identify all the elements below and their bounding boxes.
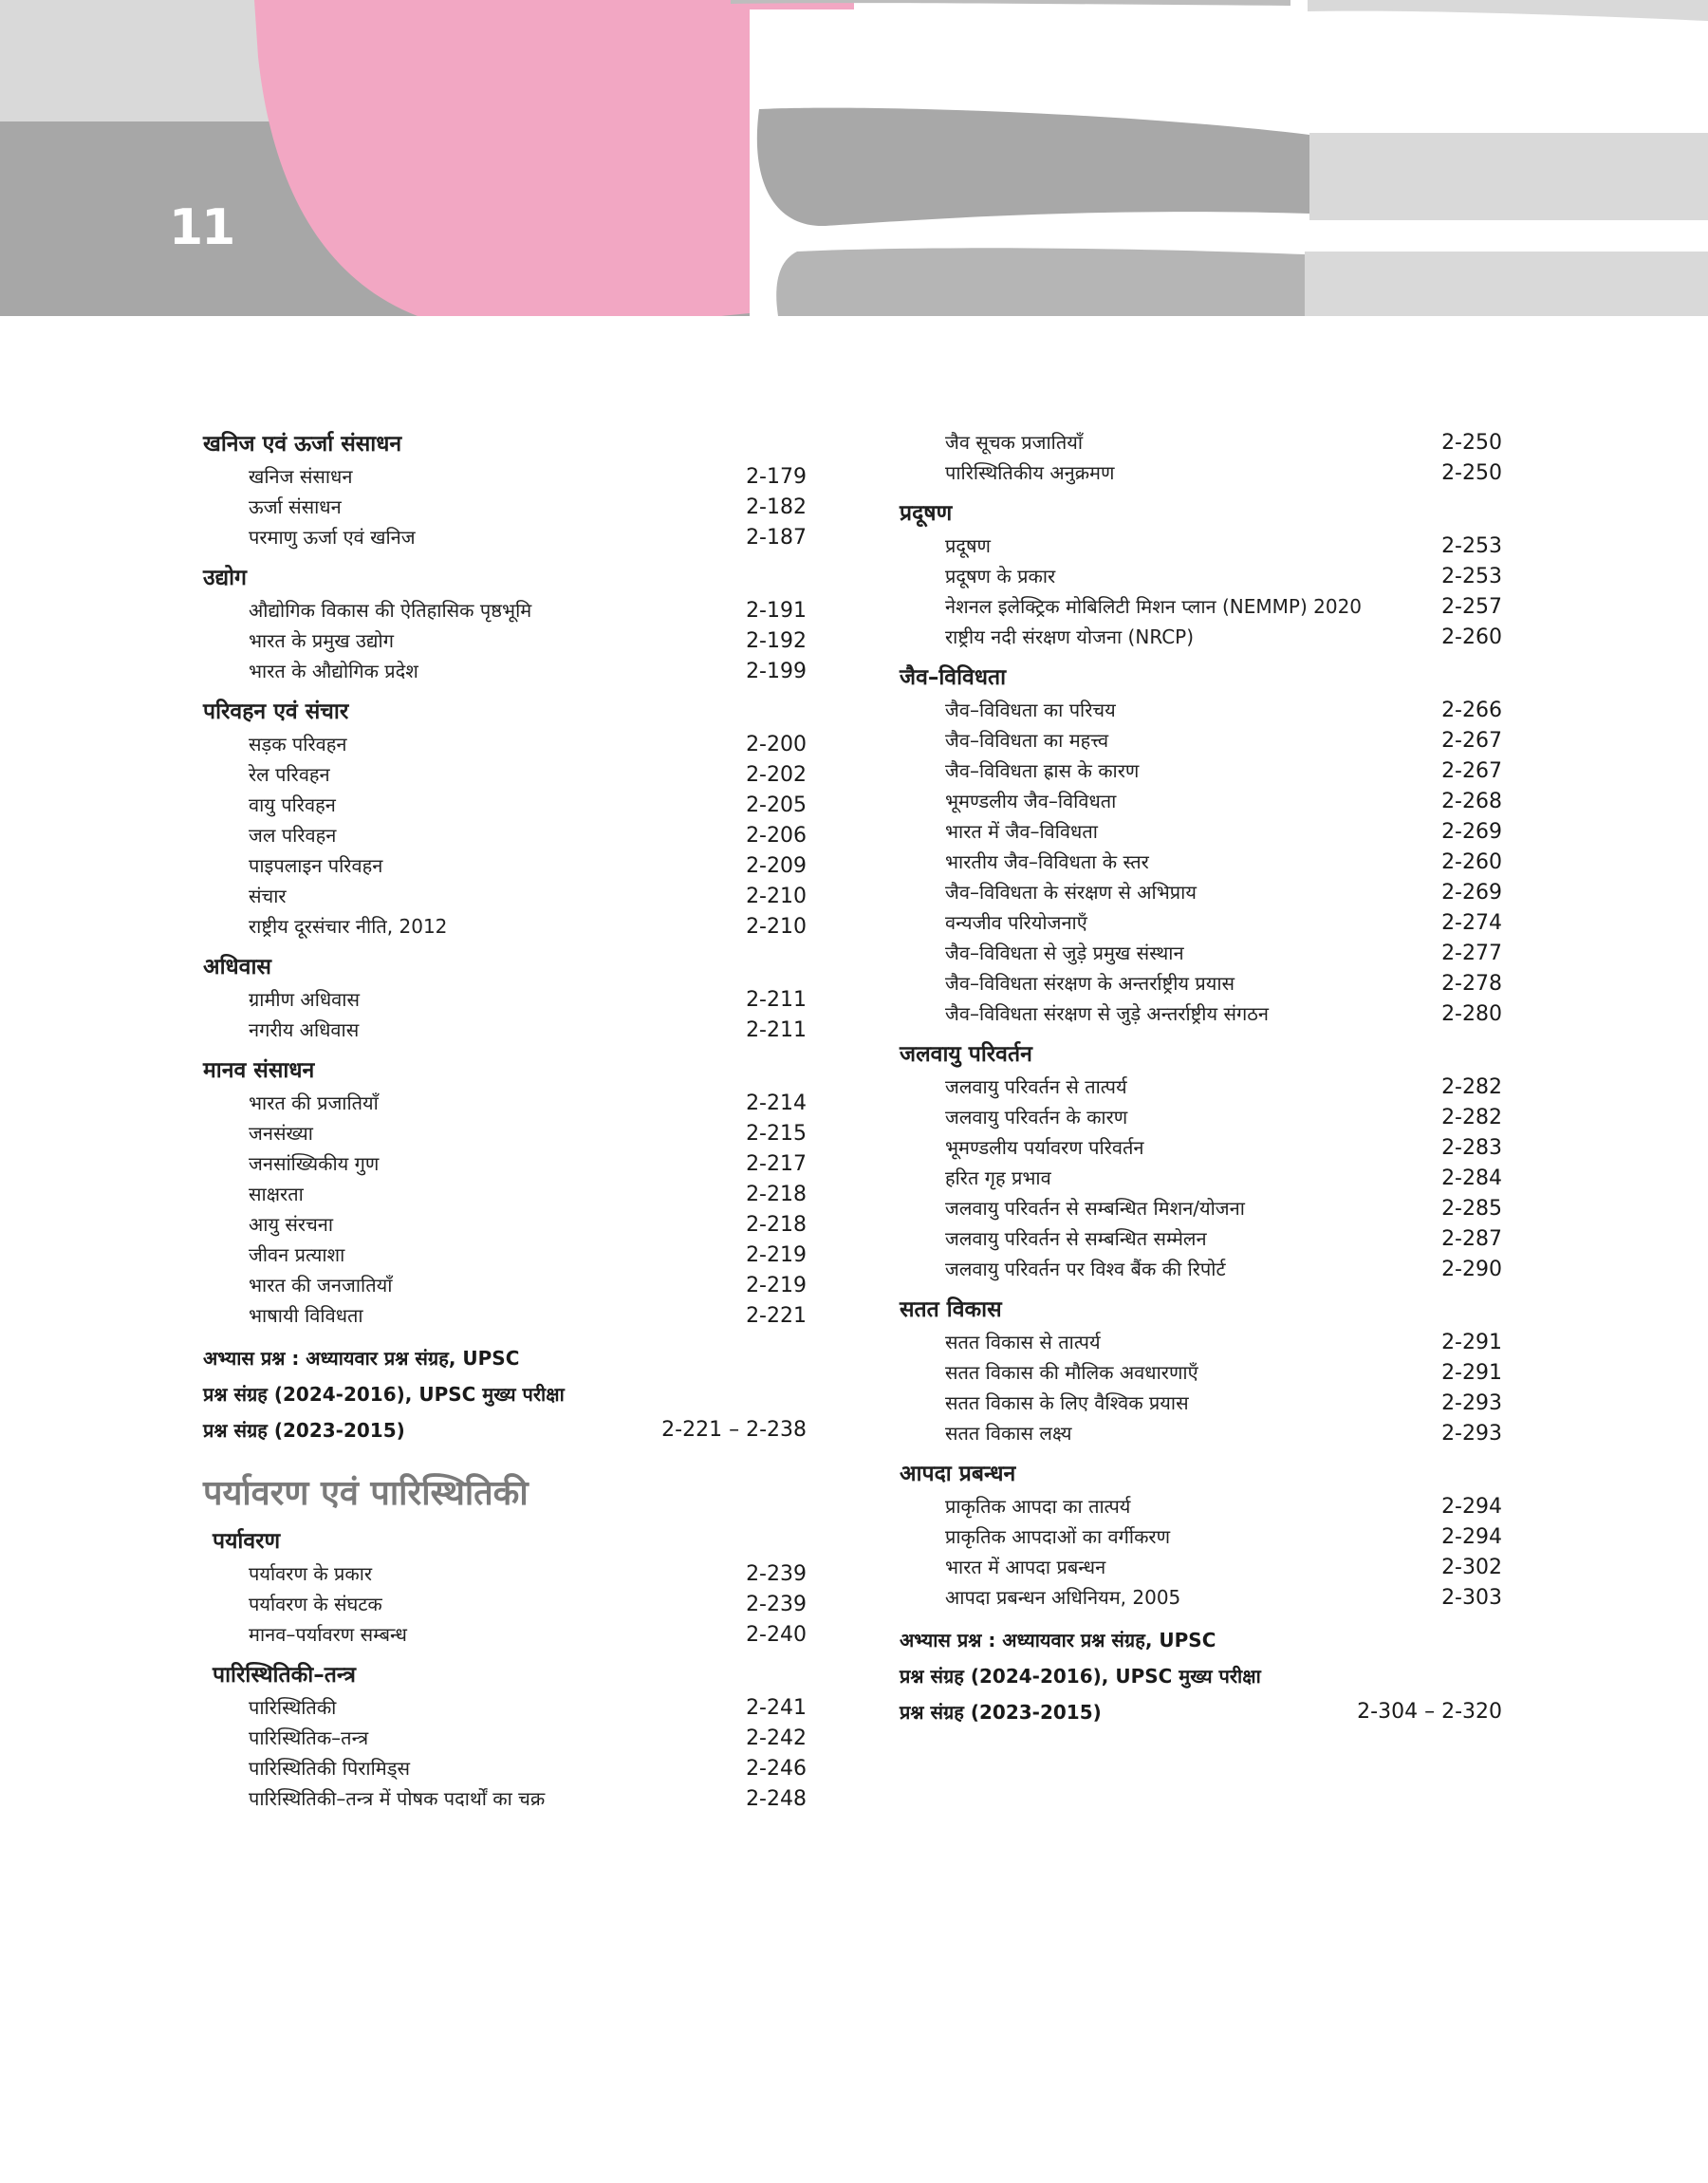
toc-entry-page: 2-179 — [746, 465, 807, 489]
toc-entry-page: 2-266 — [1441, 699, 1502, 722]
toc-entry-title: जलवायु परिवर्तन पर विश्व बैंक की रिपोर्ट — [945, 1258, 1226, 1280]
toc-entry[interactable] — [900, 1521, 1502, 1552]
toc-entry-page: 2-291 — [1441, 1361, 1502, 1385]
part-title: पर्यावरण एवं पारिस्थितिकी — [203, 1474, 529, 1513]
toc-entry[interactable] — [203, 1589, 807, 1619]
toc-entry-page: 2-280 — [1441, 1002, 1502, 1026]
practice-line: प्रश्न संग्रह (2023-2015) — [203, 1419, 405, 1442]
toc-section — [900, 1457, 1502, 1613]
toc-entry-title: प्राकृतिक आपदा का तात्पर्य — [945, 1495, 1131, 1518]
practice-page: 2-304 – 2-320 — [1357, 1700, 1502, 1724]
toc-entry-title: वन्यजीव परियोजनाएँ — [945, 911, 1087, 934]
toc-section — [203, 427, 807, 552]
toc-entry[interactable] — [203, 1300, 807, 1331]
toc-entry[interactable] — [900, 1552, 1502, 1582]
toc-entry-title: जलवायु परिवर्तन से तात्पर्य — [945, 1075, 1127, 1098]
toc-entry[interactable] — [900, 1072, 1502, 1102]
toc-entry-page: 2-274 — [1441, 911, 1502, 935]
section-heading[interactable]: खनिज एवं ऊर्जा संसाधन — [203, 432, 402, 457]
toc-entry[interactable] — [900, 1327, 1502, 1357]
toc-entry-page: 2-209 — [746, 854, 807, 878]
section-heading[interactable]: प्रदूषण — [900, 501, 953, 526]
toc-section — [203, 950, 807, 1045]
toc-entry-title: भूमण्डलीय पर्यावरण परिवर्तन — [945, 1136, 1144, 1159]
toc-entry[interactable] — [203, 1723, 807, 1753]
toc-entry[interactable] — [203, 522, 807, 552]
toc-entry-page: 2-294 — [1441, 1525, 1502, 1549]
toc-entry[interactable] — [900, 816, 1502, 847]
toc-entry-title: जनसंख्या — [249, 1122, 313, 1145]
toc-entry-page: 2-260 — [1441, 625, 1502, 649]
toc-entry[interactable] — [900, 847, 1502, 877]
toc-section — [203, 1524, 807, 1650]
toc-entry[interactable] — [900, 1163, 1502, 1193]
toc-entry-title: हरित गृह प्रभाव — [945, 1166, 1051, 1189]
toc-entry-title: सड़क परिवहन — [249, 733, 347, 756]
left-sections — [203, 427, 807, 1331]
left-column — [203, 427, 807, 1822]
toc-entry-title: साक्षरता — [249, 1183, 304, 1205]
toc-entry-title: जैव–विविधता ह्रास के कारण — [945, 759, 1140, 782]
toc-entry-page: 2-239 — [746, 1562, 807, 1586]
toc-entry-title: भूमण्डलीय जैव–विविधता — [945, 790, 1117, 812]
toc-entry[interactable] — [900, 968, 1502, 998]
toc-section — [203, 695, 807, 942]
toc-entry[interactable] — [203, 492, 807, 522]
toc-entry[interactable] — [900, 907, 1502, 938]
toc-entry-page: 2-293 — [1441, 1391, 1502, 1415]
toc-entry[interactable] — [203, 1240, 807, 1270]
toc-section — [900, 1293, 1502, 1448]
toc-entry-title: सतत विकास लक्ष्य — [945, 1422, 1072, 1445]
toc-entry-title: प्रदूषण — [945, 534, 992, 557]
toc-entry-page: 2-182 — [746, 495, 807, 519]
toc-entry-page: 2-287 — [1441, 1227, 1502, 1251]
right-column — [900, 427, 1502, 1730]
toc-entry[interactable] — [203, 1692, 807, 1723]
toc-entry-page: 2-248 — [746, 1787, 807, 1811]
section-heading[interactable]: पर्यावरण — [213, 1529, 281, 1554]
toc-entry-title: जल परिवहन — [249, 824, 337, 847]
toc-entry-title: जैव–विविधता का महत्त्व — [945, 729, 1109, 752]
toc-entry-page: 2-211 — [746, 1018, 807, 1042]
right-sections — [900, 496, 1502, 1613]
toc-entry-page: 2-191 — [746, 599, 807, 623]
toc-entry-title: भारतीय जैव–विविधता के स्तर — [945, 850, 1149, 873]
toc-entry-page: 2-282 — [1441, 1106, 1502, 1129]
toc-entry[interactable] — [203, 1209, 807, 1240]
toc-entry[interactable] — [203, 850, 807, 881]
toc-entry-page: 2-277 — [1441, 942, 1502, 965]
toc-entry[interactable] — [900, 1357, 1502, 1388]
toc-entry[interactable] — [900, 427, 1502, 457]
toc-entry[interactable] — [203, 911, 807, 942]
toc-entry[interactable] — [203, 461, 807, 492]
env-sections — [203, 1524, 807, 1814]
toc-section — [203, 1054, 807, 1331]
toc-entry[interactable] — [900, 938, 1502, 968]
toc-entry-title: जैव–विविधता के संरक्षण से अभिप्राय — [945, 881, 1197, 904]
toc-entry[interactable] — [203, 656, 807, 686]
practice-page: 2-221 – 2-238 — [661, 1418, 807, 1442]
toc-entry-title: आपदा प्रबन्धन अधिनियम, 2005 — [945, 1586, 1181, 1609]
toc-entry-page: 2-239 — [746, 1593, 807, 1616]
toc-entry-title: भारत की प्रजातियाँ — [249, 1092, 379, 1114]
section-heading[interactable]: मानव संसाधन — [203, 1058, 315, 1083]
toc-entry-title: परमाणु ऊर्जा एवं खनिज — [249, 526, 416, 549]
toc-entry-title: सतत विकास के लिए वैश्विक प्रयास — [945, 1391, 1189, 1414]
toc-entry[interactable] — [203, 820, 807, 850]
toc-entry-page: 2-267 — [1441, 729, 1502, 753]
toc-entry-page: 2-284 — [1441, 1166, 1502, 1190]
toc-entry-title: खनिज संसाधन — [249, 465, 353, 488]
toc-entry-page: 2-303 — [1441, 1586, 1502, 1610]
toc-entry[interactable] — [900, 725, 1502, 756]
toc-entry-title: जलवायु परिवर्तन से सम्बन्धित मिशन/योजना — [945, 1197, 1245, 1220]
practice-line: प्रश्न संग्रह (2024-2016), UPSC मुख्य परीक्षा — [203, 1383, 565, 1406]
toc-entry-title: आयु संरचना — [249, 1213, 334, 1236]
toc-entry-page: 2-242 — [746, 1726, 807, 1750]
section-heading[interactable]: अधिवास — [203, 955, 271, 980]
toc-entry-title: पाइपलाइन परिवहन — [249, 854, 383, 877]
toc-entry-title: जनसांख्यिकीय गुण — [249, 1152, 380, 1175]
toc-entry-page: 2-253 — [1441, 565, 1502, 588]
toc-entry-page: 2-202 — [746, 763, 807, 787]
toc-entry-page: 2-219 — [746, 1274, 807, 1297]
toc-entry-title: पर्यावरण के प्रकार — [249, 1562, 373, 1585]
toc-entry-title: पारिस्थितिकी–तन्त्र में पोषक पदार्थों का चक्र — [249, 1787, 546, 1810]
toc-entry-title: जीवन प्रत्याशा — [249, 1243, 345, 1266]
toc-entry[interactable] — [900, 457, 1502, 488]
practice-line: अभ्यास प्रश्न : अध्यायवार प्रश्न संग्रह, UPSC — [900, 1629, 1216, 1651]
toc-entry-title: भारत में जैव–विविधता — [945, 820, 1098, 843]
toc-entry-page: 2-257 — [1441, 595, 1502, 619]
toc-entry-title: राष्ट्रीय दूरसंचार नीति, 2012 — [249, 915, 448, 938]
section-heading[interactable]: जलवायु परिवर्तन — [900, 1042, 1032, 1067]
section-heading[interactable]: उद्योग — [203, 566, 248, 590]
toc-entry-title: राष्ट्रीय नदी संरक्षण योजना (NRCP) — [945, 625, 1195, 648]
toc-entry[interactable] — [900, 756, 1502, 786]
toc-entry-page: 2-187 — [746, 526, 807, 550]
toc-entry-title: भारत की जनजातियाँ — [249, 1274, 393, 1297]
toc-entry-title: भारत के प्रमुख उद्योग — [249, 629, 394, 652]
toc-entry-page: 2-246 — [746, 1757, 807, 1781]
toc-entry-title: पारिस्थितिक–तन्त्र — [249, 1726, 369, 1749]
toc-entry[interactable] — [203, 1179, 807, 1209]
toc-entry-title: नगरीय अधिवास — [249, 1018, 360, 1041]
toc-entry-title: पारिस्थितिकीय अनुक्रमण — [945, 461, 1115, 484]
toc-entry-page: 2-250 — [1441, 431, 1502, 455]
toc-entry-page: 2-282 — [1441, 1075, 1502, 1099]
toc-entry[interactable] — [203, 1753, 807, 1783]
toc-entry-page: 2-294 — [1441, 1495, 1502, 1519]
toc-entry-title: नेशनल इलेक्ट्रिक मोबिलिटी मिशन प्लान (NEMMP) 2020 — [945, 595, 1363, 618]
toc-entry[interactable] — [900, 695, 1502, 725]
toc-section — [900, 496, 1502, 652]
toc-entry[interactable] — [203, 790, 807, 820]
toc-entry[interactable] — [203, 881, 807, 911]
toc-entry-title: जैव–विविधता संरक्षण के अन्तर्राष्ट्रीय प्रयास — [945, 972, 1235, 995]
section-heading[interactable]: आपदा प्रबन्धन — [900, 1462, 1016, 1486]
toc-entry-page: 2-210 — [746, 885, 807, 908]
toc-entry-title: मानव–पर्यावरण सम्बन्ध — [249, 1623, 407, 1646]
toc-entry-page: 2-283 — [1441, 1136, 1502, 1160]
toc-entry-title: संचार — [249, 885, 287, 907]
toc-entry[interactable] — [900, 1254, 1502, 1284]
toc-entry-page: 2-278 — [1441, 972, 1502, 996]
toc-entry[interactable] — [203, 1558, 807, 1589]
toc-entry-title: जैव–विविधता से जुड़े प्रमुख संस्थान — [945, 942, 1184, 964]
toc-entry-title: भारत के औद्योगिक प्रदेश — [249, 660, 418, 682]
toc-entry-title: पारिस्थितिकी — [249, 1696, 337, 1719]
toc-section — [203, 561, 807, 686]
toc-entry-page: 2-211 — [746, 988, 807, 1012]
toc-entry-page: 2-267 — [1441, 759, 1502, 783]
toc-entry-page: 2-291 — [1441, 1331, 1502, 1354]
toc-entry[interactable] — [203, 1088, 807, 1118]
toc-entry-title: वायु परिवहन — [249, 793, 336, 816]
toc-entry[interactable] — [203, 625, 807, 656]
toc-entry-page: 2-302 — [1441, 1556, 1502, 1579]
toc-entry-page: 2-253 — [1441, 534, 1502, 558]
toc-entry-page: 2-285 — [1441, 1197, 1502, 1221]
toc-entry-page: 2-217 — [746, 1152, 807, 1176]
toc-entry[interactable] — [203, 1015, 807, 1045]
toc-entry[interactable] — [203, 595, 807, 625]
toc-entry[interactable] — [203, 984, 807, 1015]
toc-entry[interactable] — [900, 1582, 1502, 1613]
toc-entry[interactable] — [900, 531, 1502, 561]
toc-entry-title: प्राकृतिक आपदाओं का वर्गीकरण — [945, 1525, 1171, 1548]
toc-entry[interactable] — [900, 1132, 1502, 1163]
toc-entry[interactable] — [203, 1270, 807, 1300]
toc-entry-page: 2-192 — [746, 629, 807, 653]
left-practice-block[interactable] — [203, 1340, 807, 1448]
practice-line: प्रश्न संग्रह (2023-2015) — [900, 1701, 1102, 1724]
toc-entry-title: प्रदूषण के प्रकार — [945, 565, 1056, 588]
toc-entry-title: सतत विकास की मौलिक अवधारणाएँ — [945, 1361, 1198, 1384]
banner-graphic — [0, 0, 1708, 316]
toc-entry[interactable] — [900, 1223, 1502, 1254]
toc-entry[interactable] — [900, 591, 1502, 622]
toc-entry-title: जैव–विविधता संरक्षण से जुड़े अन्तर्राष्ट्रीय संगठन — [945, 1002, 1269, 1025]
section-heading[interactable]: जैव–विविधता — [900, 665, 1007, 690]
practice-lines — [203, 1340, 565, 1448]
toc-entry-page: 2-268 — [1441, 790, 1502, 813]
toc-entry-page: 2-218 — [746, 1213, 807, 1237]
toc-entry-title: पारिस्थितिकी पिरामिड्स — [249, 1757, 410, 1780]
practice-line: अभ्यास प्रश्न : अध्यायवार प्रश्न संग्रह, UPSC — [203, 1347, 520, 1370]
toc-section — [900, 661, 1502, 1029]
toc-entry-page: 2-240 — [746, 1623, 807, 1647]
toc-entry-title: सतत विकास से तात्पर्य — [945, 1331, 1101, 1353]
toc-entry-page: 2-250 — [1441, 461, 1502, 485]
toc-entry[interactable] — [900, 622, 1502, 652]
page-number: 11 — [169, 199, 234, 256]
toc-entry-title: भाषायी विविधता — [249, 1304, 363, 1327]
toc-entry-title: ऊर्जा संसाधन — [249, 495, 342, 518]
toc-entry-title: जैव सूचक प्रजातियाँ — [945, 431, 1084, 454]
toc-entry-page: 2-219 — [746, 1243, 807, 1267]
toc-entry-title: जलवायु परिवर्तन से सम्बन्धित सम्मेलन — [945, 1227, 1207, 1250]
section-heading[interactable]: परिवहन एवं संचार — [203, 700, 349, 724]
toc-entry[interactable] — [900, 1102, 1502, 1132]
toc-entry[interactable] — [203, 729, 807, 759]
practice-lines — [900, 1622, 1261, 1730]
toc-section — [900, 1037, 1502, 1284]
toc-entry[interactable] — [900, 1193, 1502, 1223]
toc-entry-title: औद्योगिक विकास की ऐतिहासिक पृष्ठभूमि — [249, 599, 532, 622]
toc-entry[interactable] — [900, 1491, 1502, 1521]
toc-entry-title: जैव–विविधता का परिचय — [945, 699, 1116, 721]
practice-line: प्रश्न संग्रह (2024-2016), UPSC मुख्य परीक्षा — [900, 1665, 1261, 1688]
toc-entry-page: 2-215 — [746, 1122, 807, 1146]
right-practice-block[interactable] — [900, 1622, 1502, 1730]
section-heading[interactable]: पारिस्थितिकी–तन्त्र — [213, 1663, 356, 1688]
toc-entry-title: भारत में आपदा प्रबन्धन — [945, 1556, 1106, 1578]
toc-entry-page: 2-241 — [746, 1696, 807, 1720]
toc-entry-title: रेल परिवहन — [249, 763, 330, 786]
toc-entry-title: ग्रामीण अधिवास — [249, 988, 360, 1011]
toc-entry-page: 2-290 — [1441, 1258, 1502, 1281]
toc-entry[interactable] — [900, 1418, 1502, 1448]
toc-entry-page: 2-210 — [746, 915, 807, 939]
toc-entry-page: 2-221 — [746, 1304, 807, 1328]
toc-entry[interactable] — [900, 561, 1502, 591]
toc-entry-page: 2-200 — [746, 733, 807, 756]
toc-entry-page: 2-293 — [1441, 1422, 1502, 1446]
toc-entry-page: 2-205 — [746, 793, 807, 817]
toc-entry-page: 2-269 — [1441, 820, 1502, 844]
toc-entry[interactable] — [203, 1783, 807, 1814]
toc-entry[interactable] — [900, 877, 1502, 907]
toc-entry[interactable] — [900, 1388, 1502, 1418]
toc-entry-page: 2-218 — [746, 1183, 807, 1206]
toc-entry[interactable] — [900, 998, 1502, 1029]
toc-entry[interactable] — [203, 1619, 807, 1650]
toc-entry-page: 2-260 — [1441, 850, 1502, 874]
toc-entry-page: 2-199 — [746, 660, 807, 683]
toc-entry[interactable] — [203, 1148, 807, 1179]
toc-entry[interactable] — [203, 759, 807, 790]
continuation-list — [900, 427, 1502, 488]
toc-entry-page: 2-214 — [746, 1092, 807, 1115]
toc-entry[interactable] — [203, 1118, 807, 1148]
header-banner — [0, 0, 1708, 316]
section-heading[interactable]: सतत विकास — [900, 1297, 1002, 1322]
toc-entry[interactable] — [900, 786, 1502, 816]
toc-section — [203, 1658, 807, 1814]
toc-entry-title: पर्यावरण के संघटक — [249, 1593, 382, 1615]
toc-entry-page: 2-206 — [746, 824, 807, 848]
toc-entry-page: 2-269 — [1441, 881, 1502, 905]
toc-entry-title: जलवायु परिवर्तन के कारण — [945, 1106, 1128, 1129]
